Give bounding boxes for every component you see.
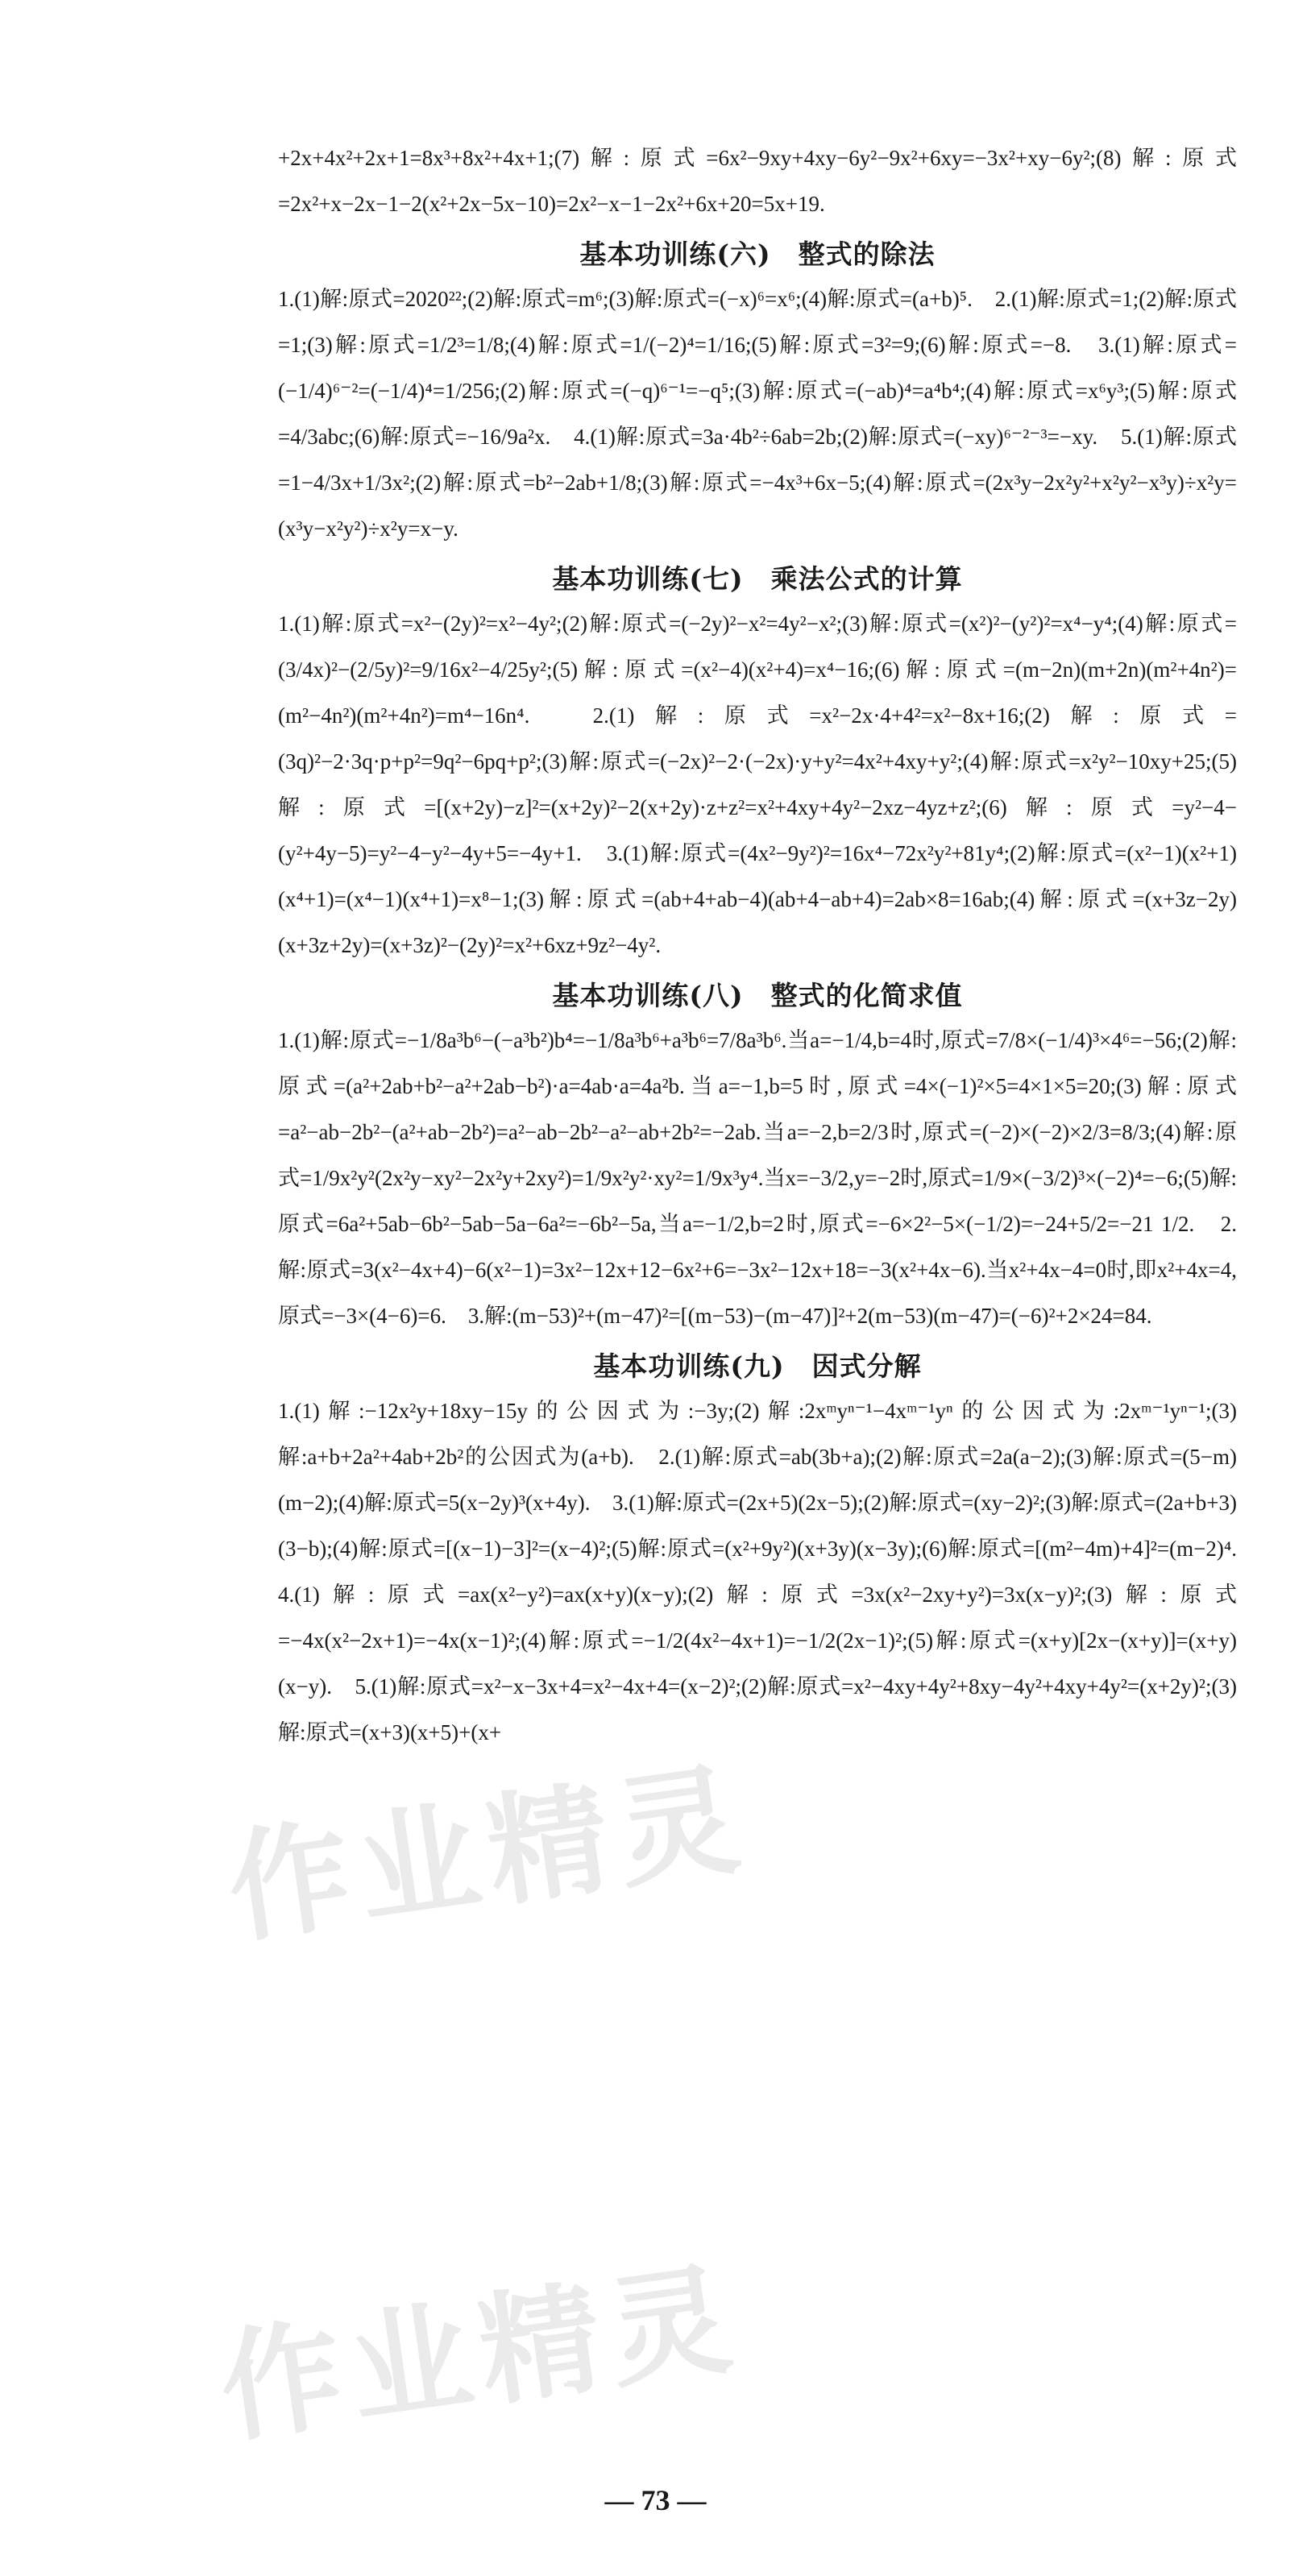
section-title: 基本功训练(八) 整式的化简求值	[552, 980, 963, 1011]
section-body: 1.(1)解:原式=x²−(2y)²=x²−4y²;(2)解:原式=(−2y)²−x²=4y²−x²;(3)解:原式=(x²)²−(y²)²=x⁴−y⁴;(4)解:原式=(3/4x)²−(2/5y)²=9/16x²−4/25y²;(5)解:原式=(x²−4)(x²+4)=x⁴−16;(6)解:原式=(m−2n)(m+2n)(m²+4n²)=(m²−4n²)(m²+4n²)=m⁴−16n⁴. 2.(1)解:原式=x²−2x·4+4²=x²−8x+16;(2)解:原式=(3q)²−2·3q·p+p²=9q²−6pq+p²;(3)解:原式=(−2x)²−2·(−2x)·y+y²=4x²+4xy+y²;(4)解:原式=x²y²−10xy+25;(5)解:原式=[(x+2y)−z]²=(x+2y)²−2(x+2y)·z+z²=x²+4xy+4y²−2xz−4yz+z²;(6)解:原式=y²−4−(y²+4y−5)=y²−4−y²−4y+5=−4y+1. 3.(1)解:原式=(4x²−9y²)²=16x⁴−72x²y²+81y⁴;(2)解:原式=(x²−1)(x²+1)(x⁴+1)=(x⁴−1)(x⁴+1)=x⁸−1;(3)解:原式=(ab+4+ab−4)(ab+4−ab+4)=2ab×8=16ab;(4)解:原式=(x+3z−2y)(x+3z+2y)=(x+3z)²−(2y)²=x²+6xz+9z²−4y².	[278, 612, 1237, 957]
section-8	[278, 975, 1237, 1339]
watermark: 作业精灵	[211, 2248, 749, 2461]
page-number: — 73 —	[604, 2484, 707, 2516]
section-body: 1.(1)解:−12x²y+18xy−15y的公因式为:−3y;(2)解:2xᵐyⁿ⁻¹−4xᵐ⁻¹yⁿ的公因式为:2xᵐ⁻¹yⁿ⁻¹;(3)解:a+b+2a²+4ab+2b²的公因式为(a+b). 2.(1)解:原式=ab(3b+a);(2)解:原式=2a(a−2);(3)解:原式=(5−m)(m−2);(4)解:原式=5(x−2y)³(x+4y). 3.(1)解:原式=(2x+5)(2x−5);(2)解:原式=(xy−2)²;(3)解:原式=(2a+b+3)(3−b);(4)解:原式=[(x−1)−3]²=(x−4)²;(5)解:原式=(x²+9y²)(x+3y)(x−3y);(6)解:原式=[(m²−4m)+4]²=(m−2)⁴. 4.(1)解:原式=ax(x²−y²)=ax(x+y)(x−y);(2)解:原式=3x(x²−2xy+y²)=3x(x−y)²;(3)解:原式=−4x(x²−2x+1)=−4x(x−1)²;(4)解:原式=−1/2(4x²−4x+1)=−1/2(2x−1)²;(5)解:原式=(x+y)[2x−(x+y)]=(x+y)(x−y). 5.(1)解:原式=x²−x−3x+4=x²−4x+4=(x−2)²;(2)解:原式=x²−4xy+4y²+8xy−4y²+4xy+4y²=(x+2y)²;(3)解:原式=(x+3)(x+5)+(x+	[278, 1399, 1259, 1744]
section-body: 1.(1)解:原式=−1/8a³b⁶−(−a³b²)b⁴=−1/8a³b⁶+a³b⁶=7/8a³b⁶.当a=−1/4,b=4时,原式=7/8×(−1/4)³×4⁶=−56;(2)解:原式=(a²+2ab+b²−a²+2ab−b²)·a=4ab·a=4a²b.当a=−1,b=5时,原式=4×(−1)²×5=4×1×5=20;(3)解:原式=a²−ab−2b²−(a²+ab−2b²)=a²−ab−2b²−a²−ab+2b²=−2ab.当a=−2,b=2/3时,原式=(−2)×(−2)×2/3=8/3;(4)解:原式=1/9x²y²(2x²y−xy²−2x²y+2xy²)=1/9x²y²·xy²=1/9x³y⁴.当x=−3/2,y=−2时,原式=1/9×(−3/2)³×(−2)⁴=−6;(5)解:原式=6a²+5ab−6b²−5ab−5a−6a²=−6b²−5a,当a=−1/2,b=2时,原式=−6×2²−5×(−1/2)=−24+5/2=−21 1/2. 2.解:原式=3(x²−4x+4)−6(x²−1)=3x²−12x+12−6x²+6=−3x²−12x+18=−3(x²+4x−6).当x²+4x−4=0时,即x²+4x=4,原式=−3×(4−6)=6. 3.解:(m−53)²+(m−47)²=[(m−53)−(m−47)]²+2(m−53)(m−47)=(−6)²+2×24=84.	[278, 1028, 1237, 1328]
section-9	[278, 1346, 1259, 1756]
watermark: 作业精灵	[219, 1748, 757, 1961]
continued-answers: +2x+4x²+2x+1=8x³+8x²+4x+1;(7)解:原式=6x²−9xy+4xy−6y²−9x²+6xy=−3x²+xy−6y²;(8)解:原式=2x²+x−2x−1−2(x²+2x−5x−10)=2x²−x−1−2x²+6x+20=5x+19.	[278, 146, 1237, 216]
section-6	[278, 234, 1237, 552]
section-body: 1.(1)解:原式=2020²²;(2)解:原式=m⁶;(3)解:原式=(−x)⁶=x⁶;(4)解:原式=(a+b)⁵. 2.(1)解:原式=1;(2)解:原式=1;(3)解:原式=1/2³=1/8;(4)解:原式=1/(−2)⁴=1/16;(5)解:原式=3²=9;(6)解:原式=−8. 3.(1)解:原式=(−1/4)⁶⁻²=(−1/4)⁴=1/256;(2)解:原式=(−q)⁶⁻¹=−q⁵;(3)解:原式=(−ab)⁴=a⁴b⁴;(4)解:原式=x⁶y³;(5)解:原式=4/3abc;(6)解:原式=−16/9a²x. 4.(1)解:原式=3a·4b²÷6ab=2b;(2)解:原式=(−xy)⁶⁻²⁻³=−xy. 5.(1)解:原式=1−4/3x+1/3x²;(2)解:原式=b²−2ab+1/8;(3)解:原式=−4x³+6x−5;(4)解:原式=(2x³y−2x²y²+x²y²−x³y)÷x²y=(x³y−x²y²)÷x²y=x−y.	[278, 287, 1237, 541]
section-title: 基本功训练(九) 因式分解	[593, 1350, 922, 1382]
section-title: 基本功训练(六) 整式的除法	[579, 239, 936, 270]
section-title: 基本功训练(七) 乘法公式的计算	[552, 563, 963, 595]
section-7	[278, 558, 1237, 969]
